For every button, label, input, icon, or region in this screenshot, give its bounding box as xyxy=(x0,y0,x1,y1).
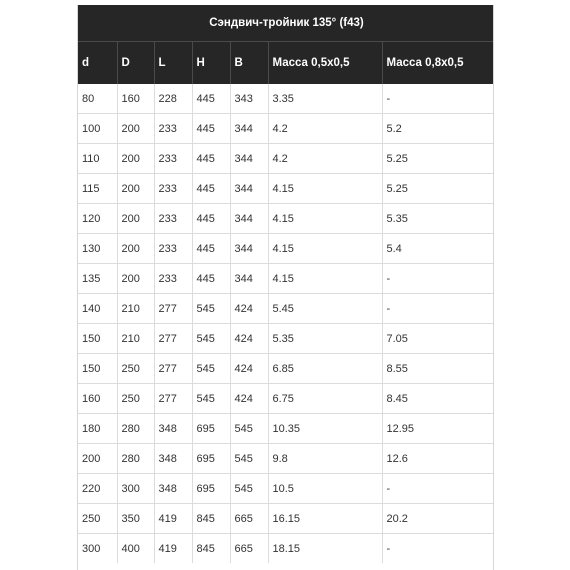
cell-D: 350 xyxy=(117,504,154,534)
cell-mass-05: 10.35 xyxy=(268,414,382,444)
cell-mass-08: 8.55 xyxy=(382,354,494,384)
cell-H: 445 xyxy=(192,114,230,144)
cell-d: 115 xyxy=(78,174,117,204)
cell-H: 695 xyxy=(192,444,230,474)
cell-mass-05: 6.85 xyxy=(268,354,382,384)
cell-L: 277 xyxy=(154,354,192,384)
cell-H: 695 xyxy=(192,474,230,504)
spec-table xyxy=(78,5,494,563)
cell-H: 845 xyxy=(192,534,230,564)
table-row xyxy=(78,534,494,564)
cell-mass-08: - xyxy=(382,534,494,564)
table-row xyxy=(78,294,494,324)
table-row xyxy=(78,174,494,204)
cell-B: 665 xyxy=(230,534,268,564)
cell-D: 300 xyxy=(117,474,154,504)
cell-L: 277 xyxy=(154,324,192,354)
table-row xyxy=(78,414,494,444)
cell-d: 300 xyxy=(78,534,117,564)
cell-B: 424 xyxy=(230,384,268,414)
cell-mass-05: 5.35 xyxy=(268,324,382,354)
cell-d: 140 xyxy=(78,294,117,324)
table-title-row xyxy=(78,5,494,42)
cell-mass-05: 4.15 xyxy=(268,174,382,204)
cell-D: 210 xyxy=(117,294,154,324)
header-mass-08: Масса 0,8х0,5 xyxy=(382,42,494,85)
cell-L: 233 xyxy=(154,264,192,294)
cell-mass-08: - xyxy=(382,294,494,324)
cell-H: 695 xyxy=(192,414,230,444)
cell-L: 419 xyxy=(154,534,192,564)
cell-L: 228 xyxy=(154,84,192,114)
cell-L: 348 xyxy=(154,444,192,474)
table-row xyxy=(78,354,494,384)
header-D: D xyxy=(117,42,154,85)
table-row xyxy=(78,384,494,414)
cell-B: 665 xyxy=(230,504,268,534)
cell-B: 545 xyxy=(230,414,268,444)
table-row xyxy=(78,144,494,174)
cell-D: 200 xyxy=(117,174,154,204)
cell-L: 233 xyxy=(154,204,192,234)
cell-d: 180 xyxy=(78,414,117,444)
cell-B: 344 xyxy=(230,114,268,144)
cell-D: 210 xyxy=(117,324,154,354)
header-L: L xyxy=(154,42,192,85)
spec-table-container xyxy=(77,5,494,570)
cell-d: 135 xyxy=(78,264,117,294)
cell-mass-08: 20.2 xyxy=(382,504,494,534)
cell-mass-08: 7.05 xyxy=(382,324,494,354)
cell-d: 200 xyxy=(78,444,117,474)
cell-mass-08: 5.25 xyxy=(382,174,494,204)
cell-d: 110 xyxy=(78,144,117,174)
cell-mass-08: - xyxy=(382,474,494,504)
cell-D: 200 xyxy=(117,234,154,264)
table-row xyxy=(78,234,494,264)
cell-H: 545 xyxy=(192,384,230,414)
cell-mass-08: 5.2 xyxy=(382,114,494,144)
cell-B: 545 xyxy=(230,444,268,474)
cell-mass-08: 5.4 xyxy=(382,234,494,264)
header-d: d xyxy=(78,42,117,85)
cell-mass-05: 10.5 xyxy=(268,474,382,504)
table-row xyxy=(78,444,494,474)
cell-mass-05: 4.2 xyxy=(268,114,382,144)
cell-D: 280 xyxy=(117,444,154,474)
cell-mass-08: 12.6 xyxy=(382,444,494,474)
table-title: Сэндвич-тройник 135° (f43) xyxy=(78,5,494,42)
cell-d: 220 xyxy=(78,474,117,504)
cell-L: 233 xyxy=(154,114,192,144)
cell-mass-05: 16.15 xyxy=(268,504,382,534)
cell-H: 445 xyxy=(192,84,230,114)
cell-D: 200 xyxy=(117,264,154,294)
cell-D: 200 xyxy=(117,144,154,174)
cell-L: 277 xyxy=(154,384,192,414)
cell-B: 424 xyxy=(230,354,268,384)
cell-mass-08: 8.45 xyxy=(382,384,494,414)
cell-H: 445 xyxy=(192,264,230,294)
table-row xyxy=(78,474,494,504)
cell-D: 250 xyxy=(117,384,154,414)
table-row xyxy=(78,264,494,294)
cell-d: 150 xyxy=(78,324,117,354)
table-body xyxy=(78,84,494,563)
cell-mass-05: 6.75 xyxy=(268,384,382,414)
cell-D: 200 xyxy=(117,204,154,234)
header-H: H xyxy=(192,42,230,85)
cell-L: 348 xyxy=(154,414,192,444)
table-row xyxy=(78,324,494,354)
cell-H: 445 xyxy=(192,204,230,234)
cell-D: 250 xyxy=(117,354,154,384)
cell-d: 160 xyxy=(78,384,117,414)
cell-mass-08: 5.25 xyxy=(382,144,494,174)
cell-H: 845 xyxy=(192,504,230,534)
cell-mass-05: 18.15 xyxy=(268,534,382,564)
cell-mass-05: 4.2 xyxy=(268,144,382,174)
cell-mass-05: 4.15 xyxy=(268,204,382,234)
cell-mass-05: 4.15 xyxy=(268,234,382,264)
cell-d: 80 xyxy=(78,84,117,114)
cell-L: 277 xyxy=(154,294,192,324)
cell-mass-08: 12.95 xyxy=(382,414,494,444)
cell-H: 445 xyxy=(192,234,230,264)
cell-d: 150 xyxy=(78,354,117,384)
cell-mass-08: - xyxy=(382,264,494,294)
table-row xyxy=(78,504,494,534)
cell-B: 545 xyxy=(230,474,268,504)
cell-mass-08: 5.35 xyxy=(382,204,494,234)
cell-mass-05: 3.35 xyxy=(268,84,382,114)
cell-H: 545 xyxy=(192,324,230,354)
cell-H: 545 xyxy=(192,354,230,384)
cell-d: 120 xyxy=(78,204,117,234)
cell-L: 233 xyxy=(154,174,192,204)
cell-L: 233 xyxy=(154,144,192,174)
cell-D: 200 xyxy=(117,114,154,144)
cell-D: 400 xyxy=(117,534,154,564)
cell-L: 419 xyxy=(154,504,192,534)
cell-H: 445 xyxy=(192,174,230,204)
header-B: B xyxy=(230,42,268,85)
cell-D: 280 xyxy=(117,414,154,444)
cell-B: 343 xyxy=(230,84,268,114)
cell-H: 545 xyxy=(192,294,230,324)
cell-L: 348 xyxy=(154,474,192,504)
cell-d: 130 xyxy=(78,234,117,264)
cell-d: 100 xyxy=(78,114,117,144)
cell-B: 344 xyxy=(230,144,268,174)
cell-mass-05: 4.15 xyxy=(268,264,382,294)
cell-B: 344 xyxy=(230,264,268,294)
header-mass-05: Масса 0,5х0,5 xyxy=(268,42,382,85)
cell-B: 424 xyxy=(230,324,268,354)
table-row xyxy=(78,114,494,144)
table-row xyxy=(78,204,494,234)
cell-D: 160 xyxy=(117,84,154,114)
cell-mass-05: 9.8 xyxy=(268,444,382,474)
cell-B: 344 xyxy=(230,174,268,204)
cell-H: 445 xyxy=(192,144,230,174)
cell-B: 344 xyxy=(230,234,268,264)
cell-mass-05: 5.45 xyxy=(268,294,382,324)
cell-B: 424 xyxy=(230,294,268,324)
cell-d: 250 xyxy=(78,504,117,534)
table-row xyxy=(78,84,494,114)
cell-mass-08: - xyxy=(386,92,391,105)
cell-B: 344 xyxy=(230,204,268,234)
table-header-row xyxy=(78,42,494,85)
cell-L: 233 xyxy=(154,234,192,264)
